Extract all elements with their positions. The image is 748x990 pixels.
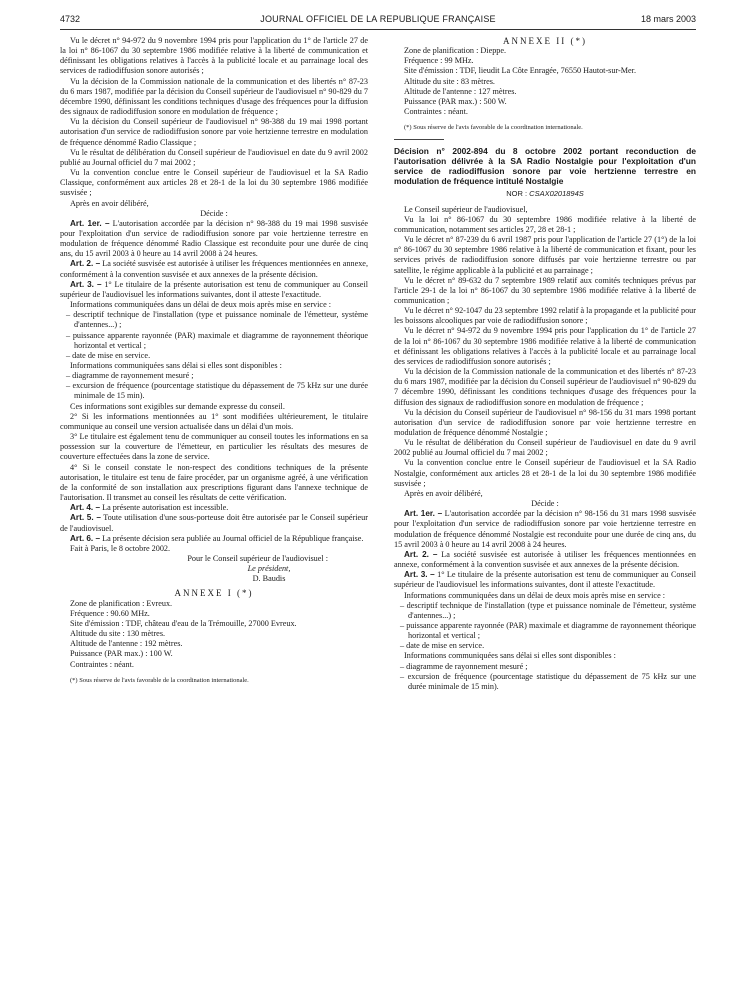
decide-heading: Décide : bbox=[531, 499, 559, 509]
article-label: Art. 1er. – bbox=[404, 509, 443, 519]
decision-title: Décision n° 2002-894 du 8 octobre 2002 portant reconduction de l'autorisation délivrée à la SA Radio Nostalgie pour l'exploitation d'un service de radiodiffusion sonore par voie hertzienne terrestre en modulation de fréquence intitulé Nostalgie bbox=[394, 146, 696, 187]
separator bbox=[394, 139, 444, 140]
list-item: – excursion de fréquence (pourcentage statistique du dépassement de 75 kHz sur une durée minimale de 15 min). bbox=[66, 381, 368, 401]
annex-line: Puissance (PAR max.) : 100 W. bbox=[70, 649, 173, 659]
article-5 bbox=[60, 513, 368, 533]
article-text: La présente décision sera publiée au Journal officiel de la République française. bbox=[102, 533, 364, 543]
annex-line: Altitude de l'antenne : 192 mètres. bbox=[70, 639, 183, 649]
visa-paragraph: Vu la loi n° 86-1067 du 30 septembre 1986 modifiée relative à la liberté de communication, notamment ses articles 27, 28 et 28-1 ; bbox=[394, 214, 696, 234]
signature-name: D. Baudis bbox=[252, 574, 286, 584]
visa-paragraph: Vu la décision de la Commission nationale de la communication et des libertés n° 87-23 du 6 mars 1987, modifiée par la décision du Conseil supérieur de l'audiovisuel n° 90-829 du 7 décembre 1990, définissant les conditions techniques d'usage des fréquences pour la diffusion des signaux de radiodiffusion sonore en modulation de fréquence ; bbox=[60, 76, 368, 117]
article-text: L'autorisation accordée par la décision n° 98-388 du 19 mai 1998 susvisée pour l'exploitation d'un service de radiodiffusion sonore par voie hertzienne terrestre en modulation de fréquence dénommé Radio Classique est reconduite pour une durée de cinq ans, du 15 avril 2003 à 0 heure au 14 avril 2008 à 24 heures. bbox=[60, 218, 368, 259]
article-label: Art. 4. – bbox=[70, 503, 101, 513]
signature-for: Pour le Conseil supérieur de l'audiovisuel : bbox=[187, 553, 328, 563]
annex-title: ANNEXE I (*) bbox=[174, 588, 254, 599]
annex-line: Fréquence : 99 MHz. bbox=[404, 56, 474, 66]
footnote: (*) Sous réserve de l'avis favorable de la coordination internationale. bbox=[404, 124, 583, 132]
paragraph: 2° Si les informations mentionnées au 1° sont modifiées ultérieurement, le titulaire communique au conseil une version actualisée dans un délai d'un mois. bbox=[60, 411, 368, 431]
article-4 bbox=[60, 503, 368, 513]
visa-paragraph: Vu le décret n° 92-1047 du 23 septembre 1992 relatif à la propagande et la publicité pour les boissons alcooliques par voie de radiodiffusion sonore ; bbox=[394, 306, 696, 326]
list-item: – diagramme de rayonnement mesuré ; bbox=[400, 661, 528, 671]
page-header bbox=[60, 14, 696, 28]
article-label: Art. 6. – bbox=[70, 533, 101, 543]
footnote: (*) Sous réserve de l'avis favorable de la coordination internationale. bbox=[70, 676, 249, 684]
annex-line: Contraintes : néant. bbox=[70, 659, 134, 669]
article-label: Art. 3. – bbox=[404, 570, 435, 580]
annex-line: Puissance (PAR max.) : 500 W. bbox=[404, 96, 507, 106]
header-rule bbox=[60, 29, 696, 30]
page-number: 4732 bbox=[60, 14, 81, 24]
list-item: – diagramme de rayonnement mesuré ; bbox=[66, 371, 194, 381]
decide-heading: Décide : bbox=[200, 208, 228, 218]
article-label: Art. 1er. – bbox=[70, 218, 110, 228]
visa-paragraph: Vu la décision du Conseil supérieur de l'audiovisuel n° 98-388 du 19 mai 1998 portant autorisation d'un service de radiodiffusion sonore par voie hertzienne terrestre en modulation de fréquence dénommé Radio Classique ; bbox=[60, 117, 368, 147]
made-at: Fait à Paris, le 8 octobre 2002. bbox=[70, 543, 171, 553]
paragraph: 4° Si le conseil constate le non-respect des conditions techniques de la présente autorisation, le titulaire est tenu de faire procéder, par un organisme agréé, à une vérification de la conformité de son installation aux prescriptions figurant dans l'annexe technique de l'autorisation. Il transmet au conseil les résultats de cette vérification. bbox=[60, 462, 368, 503]
right-column bbox=[394, 36, 696, 692]
visa-paragraph: Après en avoir délibéré, bbox=[404, 488, 483, 498]
list-item: – date de mise en service. bbox=[400, 641, 485, 651]
article-1 bbox=[394, 509, 696, 550]
article-1 bbox=[60, 219, 368, 260]
info-available: Informations communiquées sans délai si elles sont disponibles : bbox=[70, 361, 282, 370]
list-item: – excursion de fréquence (pourcentage statistique du dépassement de 75 kHz sur une durée minimale de 15 min). bbox=[400, 671, 696, 691]
info-available: Informations communiquées sans délai si elles sont disponibles : bbox=[404, 651, 616, 661]
info-delay: Informations communiquées dans un délai de deux mois après mise en service : bbox=[404, 590, 666, 600]
visa-paragraph: Vu la décision de la Commission nationale de la communication et des libertés n° 87-23 du 6 mars 1987, modifiée par la décision du Conseil supérieur de l'audiovisuel n° 90-829 du 7 décembre 1990, définissant les conditions techniques d'usage des fréquences pour la diffusion des signaux de radiodiffusion sonore en modulation de fréquence ; bbox=[394, 367, 696, 407]
annex-line: Altitude de l'antenne : 127 mètres. bbox=[404, 86, 517, 96]
visa-paragraph: Le Conseil supérieur de l'audiovisuel, bbox=[404, 204, 528, 214]
journal-title: JOURNAL OFFICIEL DE LA REPUBLIQUE FRANÇAISE bbox=[260, 14, 496, 24]
visa-paragraph: Vu le décret n° 87-239 du 6 avril 1987 pris pour l'application de l'article 27 (1°) de la loi n° 86-1067 du 30 septembre 1986 relative à la liberté de communication et fixant, pour les services privés de radiodiffusion sonore diffusés par voie hertzienne terrestre ou par satellite, le régime applicable à la publicité et au parrainage ; bbox=[394, 235, 696, 275]
visa-paragraph: Vu la convention conclue entre le Conseil supérieur de l'audiovisuel et la SA Radio Nostalgie, conformément aux articles 28 et 28-1 de la loi du 30 septembre 1986 modifiée susvisée ; bbox=[394, 458, 696, 488]
paragraph: 3° Le titulaire est également tenu de communiquer au conseil toutes les informations en sa possession sur la couverture de l'émetteur, en particulier les résultats des mesures de couverture effectuées dans la zone de service. bbox=[60, 432, 368, 462]
visa-paragraph: Vu le résultat de délibération du Conseil supérieur de l'audiovisuel en date du 9 avril 2002 publié au Journal officiel du 7 mai 2002 ; bbox=[60, 147, 368, 167]
annex-line: Fréquence : 90.60 MHz. bbox=[70, 608, 150, 618]
article-2 bbox=[394, 550, 696, 570]
visa-paragraph: Vu le décret n° 94-972 du 9 novembre 1994 pris pour l'application du 1° de l'article 27 de la loi n° 86-1067 du 30 septembre 1986 modifiée relative à la liberté de communication et définissant les obligations relatives à l'accès à la publicité locale et au parrainage local des services de radiodiffusion sonore autorisés ; bbox=[60, 36, 368, 76]
list-item: – date de mise en service. bbox=[66, 350, 151, 360]
visa-paragraph: Vu le décret n° 94-972 du 9 novembre 1994 pris pour l'application du 1° de l'article 27 de la loi n° 86-1067 du 30 septembre 1986 modifiée relative à la liberté de communication et définissant les obligations relatives à l'accès à la publicité locale et au parrainage local des services de radiodiffusion sonore autorisés ; bbox=[394, 326, 696, 366]
article-6 bbox=[60, 534, 368, 544]
issue-date: 18 mars 2003 bbox=[640, 14, 696, 24]
article-text: L'autorisation accordée par la décision n° 98-156 du 31 mars 1998 susvisée pour l'exploitation d'un service de radiodiffusion sonore par voie hertzienne terrestre en modulation de fréquence dénommé Nostalgie est reconduite pour une durée de cinq ans, du 15 avril 2003 à 0 heure au 14 avril 2008 à 24 heures. bbox=[394, 509, 696, 549]
nor-reference: NOR : CSAX0201894S bbox=[506, 189, 584, 199]
annex-title: ANNEXE II (*) bbox=[503, 36, 587, 46]
annex-line: Zone de planification : Evreux. bbox=[70, 598, 173, 608]
article-text: La société susvisée est autorisée à utiliser les fréquences mentionnées en annexe, conformément à la convention susvisée et aux annexes de la présente décision. bbox=[394, 549, 696, 570]
paragraph: Ces informations sont exigibles sur demande expresse du conseil. bbox=[70, 401, 285, 411]
annex-line: Contraintes : néant. bbox=[404, 107, 468, 117]
article-text: La société susvisée est autorisée à utiliser les fréquences mentionnées en annexe, conformément à la convention susvisée et aux annexes de la présente décision. bbox=[60, 259, 368, 279]
left-column bbox=[60, 36, 368, 686]
visa-paragraph: Vu le résultat de délibération du Conseil supérieur de l'audiovisuel en date du 9 avril 2002 publié au Journal officiel du 7 mai 2002 ; bbox=[394, 438, 696, 458]
article-text: 1° Le titulaire de la présente autorisation est tenu de communiquer au Conseil supérieur de l'audiovisuel les informations suivantes, dont il atteste l'exactitude. bbox=[60, 279, 368, 299]
article-3 bbox=[394, 570, 696, 590]
annex-line: Altitude du site : 83 mètres. bbox=[404, 76, 495, 86]
visa-paragraph: Vu le décret n° 89-632 du 7 septembre 1989 relatif aux comités techniques prévus par l'article 29-1 de la loi n° 86-1067 du 30 septembre 1986 modifiée relative à la liberté de communication ; bbox=[394, 275, 696, 305]
visa-paragraph: Après en avoir délibéré, bbox=[70, 198, 149, 208]
signature-role: Le président, bbox=[247, 564, 291, 574]
annex-line: Site d'émission : TDF, lieudit La Côte Enragée, 76550 Hautot-sur-Mer. bbox=[404, 66, 636, 76]
list-item: – puissance apparente rayonnée (PAR) maximale et diagramme de rayonnement théorique horizontal et vertical ; bbox=[66, 330, 368, 350]
annex-line: Zone de planification : Dieppe. bbox=[404, 46, 507, 56]
list-item: – descriptif technique de l'installation (type et puissance nominale de l'émetteur, système d'antennes...) ; bbox=[66, 310, 368, 330]
annex-line: Altitude du site : 130 mètres. bbox=[70, 629, 166, 639]
article-3 bbox=[60, 280, 368, 300]
article-label: Art. 2. – bbox=[70, 259, 101, 269]
visa-paragraph: Vu la décision du Conseil supérieur de l'audiovisuel n° 98-156 du 31 mars 1998 portant autorisation d'un service de radiodiffusion sonore par voie hertzienne terrestre en modulation de fréquence dénommé Nostalgie ; bbox=[394, 407, 696, 437]
article-label: Art. 2. – bbox=[404, 549, 438, 559]
article-text: 1° Le titulaire de la présente autorisation est tenu de communiquer au Conseil supérieur de l'audiovisuel les informations suivantes, dont il atteste l'exactitude. bbox=[394, 570, 696, 590]
annex-line: Site d'émission : TDF, château d'eau de la Trémouille, 27000 Evreux. bbox=[70, 618, 297, 628]
article-2 bbox=[60, 259, 368, 279]
list-item: – puissance apparente rayonnée (PAR) maximale et diagramme de rayonnement théorique horizontal et vertical ; bbox=[400, 620, 696, 641]
article-label: Art. 5. – bbox=[70, 513, 101, 523]
info-delay: Informations communiquées dans un délai de deux mois après mise en service : bbox=[70, 300, 332, 310]
article-text: Toute utilisation d'une sous-porteuse doit être autorisée par le Conseil supérieur de l'audiovisuel. bbox=[60, 513, 368, 533]
list-item: – descriptif technique de l'installation (type et puissance nominale de l'émetteur, système d'antennes...) ; bbox=[400, 600, 696, 620]
article-text: La présente autorisation est incessible. bbox=[102, 503, 229, 513]
visa-paragraph: Vu la convention conclue entre le Conseil supérieur de l'audiovisuel et la SA Radio Classique, conformément aux articles 28 et 28-1 de la loi du 30 septembre 1986 modifiée susvisée ; bbox=[60, 168, 368, 198]
article-label: Art. 3. – bbox=[70, 279, 102, 289]
